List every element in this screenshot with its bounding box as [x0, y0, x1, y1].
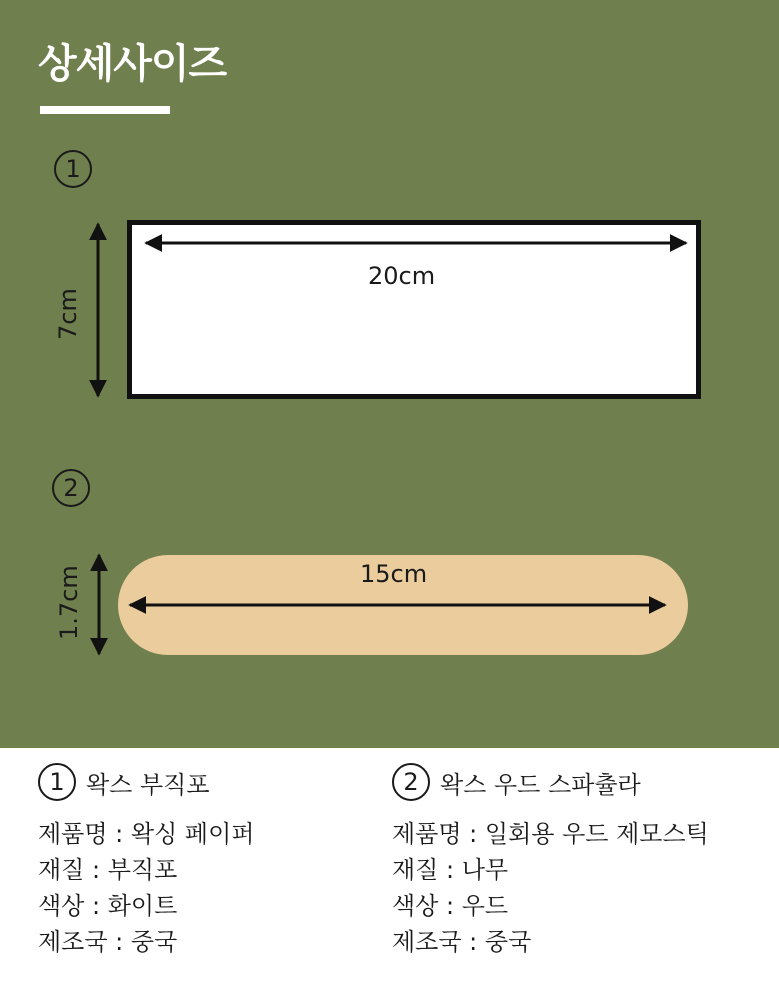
spec1-material: 재질 : 부직포 — [38, 856, 178, 884]
spec1-origin: 제조국 : 중국 — [38, 928, 178, 956]
item2-marker: 2 — [52, 469, 90, 507]
spec1-product-name: 제품명 : 왁싱 페이퍼 — [38, 820, 255, 848]
spec2-marker: 2 — [392, 763, 430, 801]
spec-heading-1 — [38, 760, 254, 804]
item1-marker: 1 — [54, 150, 92, 188]
spec2-color: 색상 : 우드 — [392, 892, 509, 920]
spec-heading-2 — [392, 760, 709, 804]
spec1-marker: 1 — [38, 763, 76, 801]
spec2-origin: 제조국 : 중국 — [392, 928, 532, 956]
item2-height-label: 1.7cm — [55, 565, 83, 640]
spec2-product-name: 제품명 : 일회용 우드 제모스틱 — [392, 820, 709, 848]
item1-height-label: 7cm — [54, 288, 82, 340]
spec2-details — [392, 816, 709, 960]
spec1-color: 색상 : 화이트 — [38, 892, 178, 920]
page-title: 상세사이즈 — [38, 41, 227, 87]
spec-block-1 — [38, 760, 254, 960]
spec2-material: 재질 : 나무 — [392, 856, 509, 884]
item2-width-label: 15cm — [360, 560, 428, 588]
item1-width-label: 20cm — [368, 262, 436, 290]
spec1-title: 왁스 부직포 — [86, 770, 210, 799]
spec-block-2 — [392, 760, 709, 960]
spec2-title: 왁스 우드 스파츌라 — [440, 770, 641, 799]
spec1-details — [38, 816, 254, 960]
